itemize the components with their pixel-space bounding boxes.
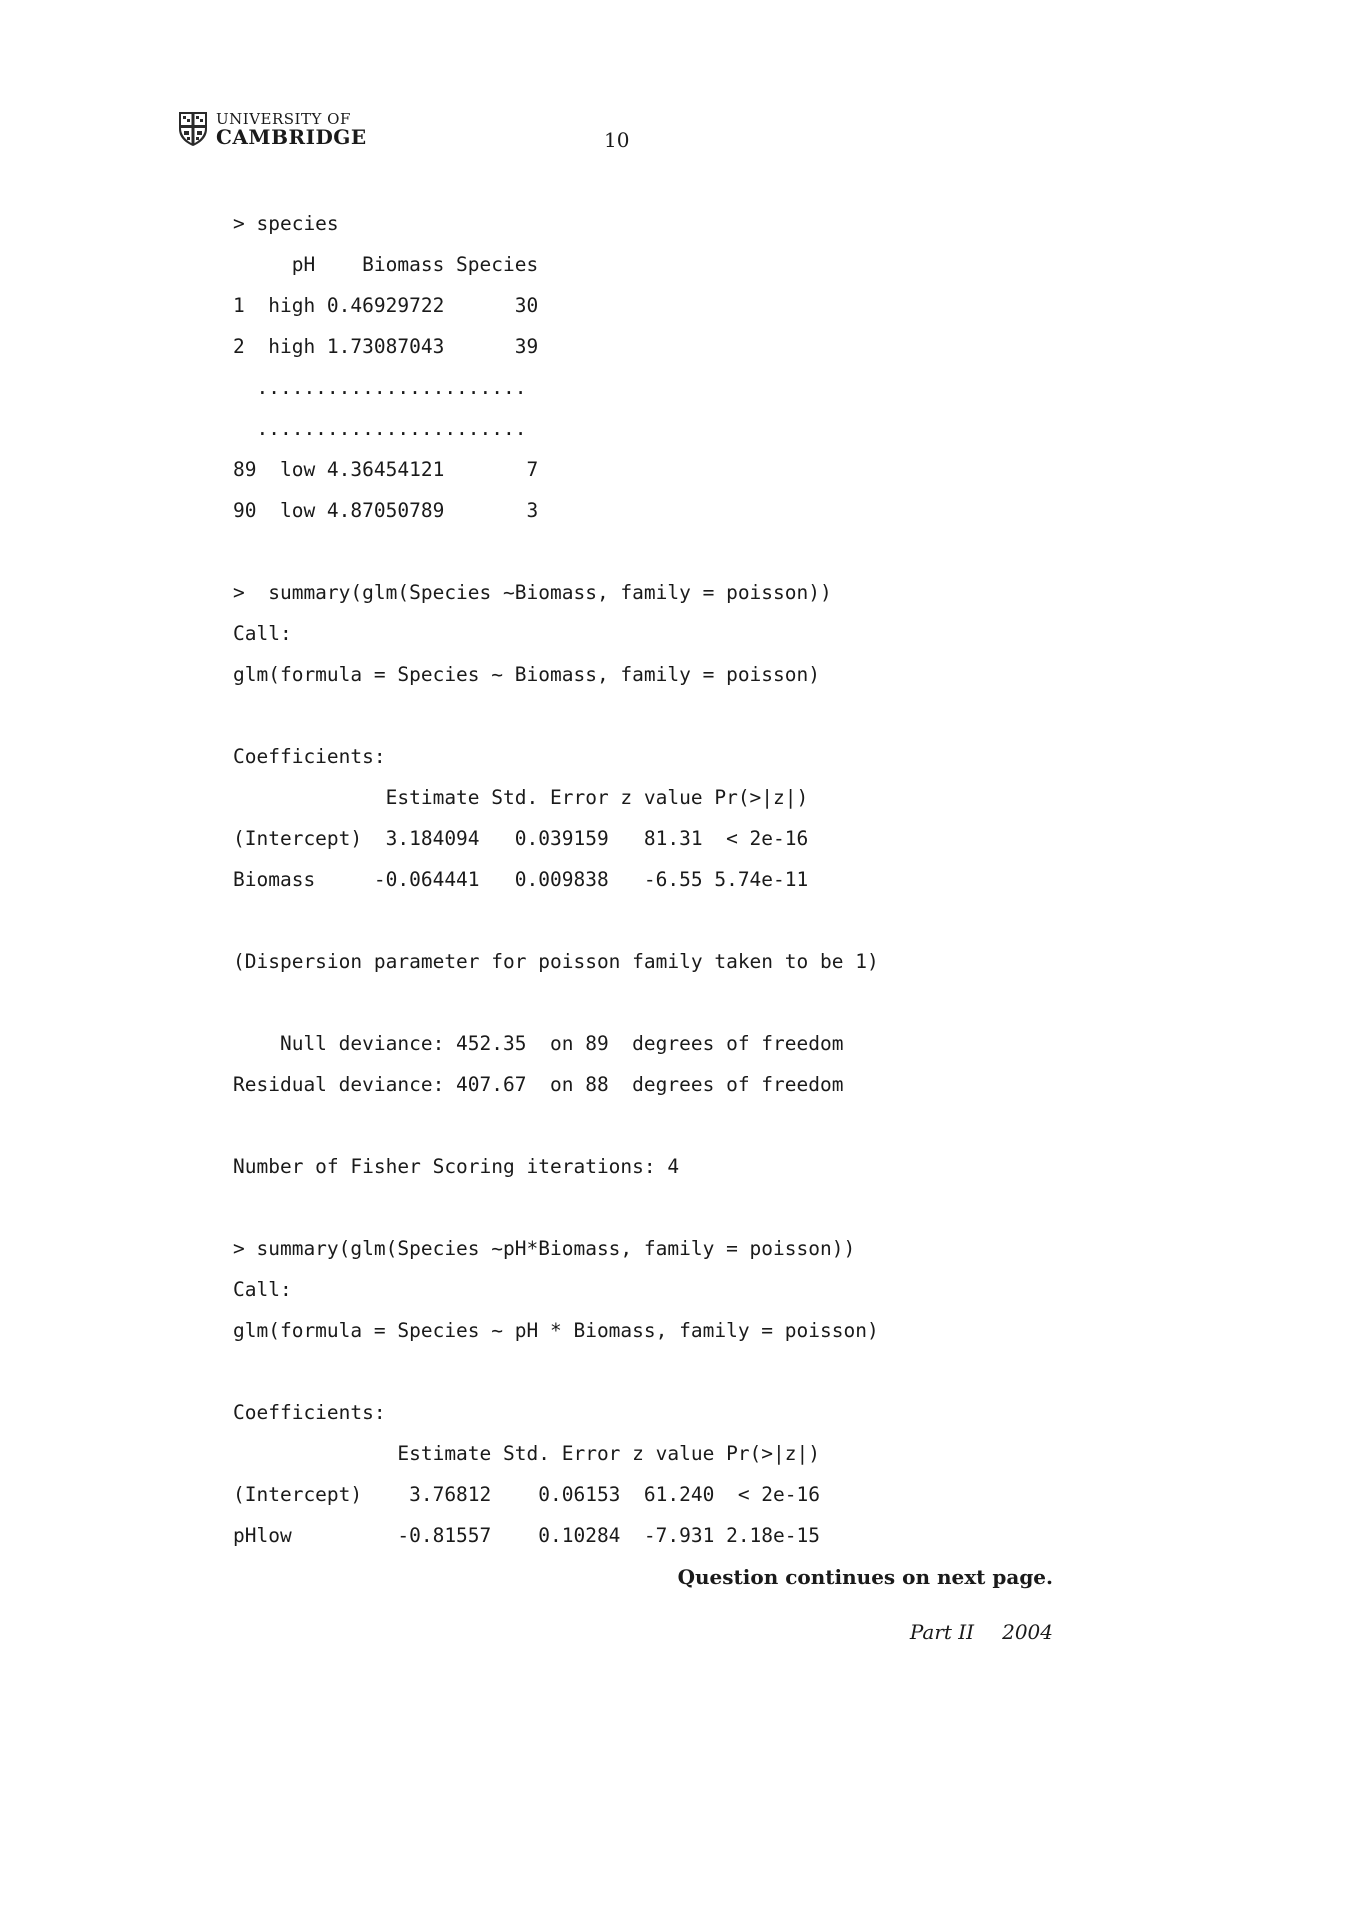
r-output-block xyxy=(233,203,879,1556)
code-line: ....................... xyxy=(233,376,527,399)
code-line: 89 low 4.36454121 7 xyxy=(233,458,539,481)
continuation-note: Question continues on next page. xyxy=(677,1565,1053,1589)
footer-part: Part II xyxy=(909,1620,975,1644)
code-line: (Dispersion parameter for poisson family taken to be 1) xyxy=(233,950,879,973)
code-line xyxy=(233,1187,879,1228)
code-line: (Intercept) 3.184094 0.039159 81.31 < 2e-16 xyxy=(233,827,809,850)
code-line: > summary(glm(Species ~Biomass, family = poisson)) xyxy=(233,581,832,604)
code-line: > species xyxy=(233,212,339,235)
code-line: pHlow -0.81557 0.10284 -7.931 2.18e-15 xyxy=(233,1524,820,1547)
code-line: 1 high 0.46929722 30 xyxy=(233,294,539,317)
code-line xyxy=(233,982,879,1023)
code-line: (Intercept) 3.76812 0.06153 61.240 < 2e-16 xyxy=(233,1483,820,1506)
code-line: Biomass -0.064441 0.009838 -6.55 5.74e-11 xyxy=(233,868,809,891)
university-logo xyxy=(178,111,367,147)
code-line xyxy=(233,695,879,736)
code-line: Call: xyxy=(233,622,292,645)
code-line: Coefficients: xyxy=(233,1401,386,1424)
page-number: 10 xyxy=(604,128,630,152)
institution-name xyxy=(216,109,367,149)
code-line: > summary(glm(Species ~pH*Biomass, family = poisson)) xyxy=(233,1237,856,1260)
code-line xyxy=(233,1351,879,1392)
code-line xyxy=(233,531,879,572)
footer-year: 2004 xyxy=(1002,1620,1053,1644)
code-line: ....................... xyxy=(233,417,527,440)
institution-line1: UNIVERSITY OF xyxy=(216,109,351,128)
code-line: 90 low 4.87050789 3 xyxy=(233,499,539,522)
code-line xyxy=(233,1105,879,1146)
code-line: pH Biomass Species xyxy=(233,253,539,276)
code-line: Coefficients: xyxy=(233,745,386,768)
code-line: 2 high 1.73087043 39 xyxy=(233,335,539,358)
institution-line2: CAMBRIDGE xyxy=(216,124,367,149)
code-line: Call: xyxy=(233,1278,292,1301)
code-line: Estimate Std. Error z value Pr(>|z|) xyxy=(233,1442,820,1465)
code-line: glm(formula = Species ~ pH * Biomass, family = poisson) xyxy=(233,1319,879,1342)
code-line xyxy=(233,900,879,941)
code-line: Residual deviance: 407.67 on 88 degrees of freedom xyxy=(233,1073,844,1096)
code-line: Null deviance: 452.35 on 89 degrees of freedom xyxy=(233,1032,844,1055)
page-footer xyxy=(910,1620,1053,1644)
code-line: Number of Fisher Scoring iterations: 4 xyxy=(233,1155,680,1178)
code-line: Estimate Std. Error z value Pr(>|z|) xyxy=(233,786,809,809)
cambridge-crest-icon xyxy=(178,111,208,147)
code-line: glm(formula = Species ~ Biomass, family = poisson) xyxy=(233,663,820,686)
